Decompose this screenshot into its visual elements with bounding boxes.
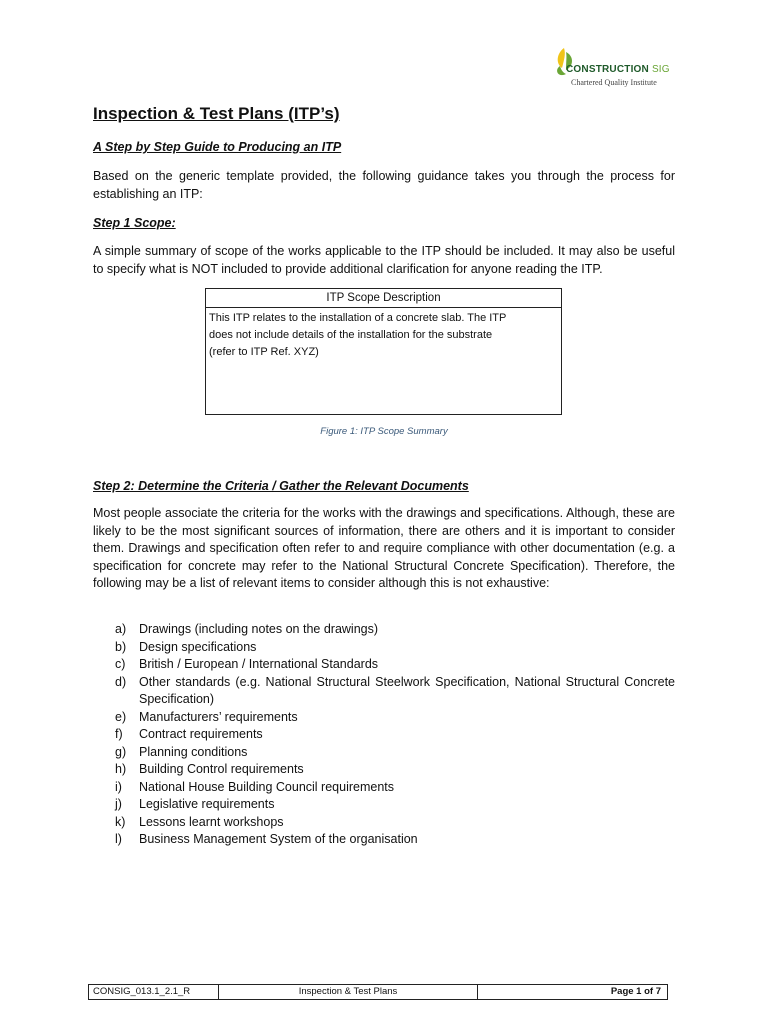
list-marker: b) xyxy=(115,639,127,654)
list-marker: h) xyxy=(115,762,127,776)
list-text: Business Management System of the organisation xyxy=(139,832,418,846)
scope-box-body xyxy=(206,308,561,363)
list-marker: f) xyxy=(115,727,123,741)
list-item xyxy=(115,796,675,814)
list-item xyxy=(115,744,675,762)
scope-body-line: (refer to ITP Ref. XYZ) xyxy=(209,346,319,358)
step1-heading: Step 1 Scope: xyxy=(93,216,176,230)
footer-doc-code: CONSIG_013.1_2.1_R xyxy=(89,985,219,999)
list-marker: a) xyxy=(115,622,127,636)
list-text: Contract requirements xyxy=(139,727,263,741)
list-text: Manufacturers’ requirements xyxy=(139,709,298,724)
step2-paragraph: Most people associate the criteria for the works with the drawings and specifications. Although, these are likely to be the most significant sources of information, there are others and it is important to consider them. Drawings and specification often refer to and require compliance with other documentation (e.g. a specification for concrete may refer to the National Structural Concrete Specification). Therefore, the following may be a list of relevant items to consider although this is not exhaustive: xyxy=(93,506,675,590)
list-item xyxy=(115,656,675,674)
list-text: Legislative requirements xyxy=(139,797,275,811)
step2-heading: Step 2: Determine the Criteria / Gather the Relevant Documents xyxy=(93,479,469,493)
list-text: Drawings (including notes on the drawings) xyxy=(139,622,379,636)
list-text: Building Control requirements xyxy=(139,762,304,776)
itp-scope-box xyxy=(205,288,562,415)
logo-subtitle: Chartered Quality Institute xyxy=(571,78,657,87)
page-subtitle: A Step by Step Guide to Producing an ITP xyxy=(93,140,342,154)
list-text: Lessons learnt workshops xyxy=(139,814,284,829)
list-item xyxy=(115,779,675,797)
list-item xyxy=(115,674,675,709)
page-footer xyxy=(88,984,668,1000)
list-text: British / European / International Standards xyxy=(139,657,379,671)
page-title: Inspection & Test Plans (ITP’s) xyxy=(93,104,340,123)
list-marker: k) xyxy=(115,814,126,829)
list-text: Planning conditions xyxy=(139,744,248,759)
document-list xyxy=(115,621,675,849)
logo-wordmark: CONSTRUCTION SIG xyxy=(566,64,670,75)
list-item xyxy=(115,621,675,639)
list-marker: d) xyxy=(115,674,127,689)
list-text: National House Building Council requirements xyxy=(139,779,394,794)
scope-box-header: ITP Scope Description xyxy=(206,289,561,308)
intro-paragraph: Based on the generic template provided, the following guidance takes you through the process for establishing an ITP: xyxy=(93,169,675,201)
list-item xyxy=(115,639,675,657)
list-marker: i) xyxy=(115,779,122,794)
step1-paragraph: A simple summary of scope of the works applicable to the ITP should be included. It may also be useful to specify what is NOT included to provide additional clarification for anyone reading the ITP. xyxy=(93,244,675,276)
list-text: Other standards (e.g. National Structural Steelwork Specification, National Structural Concrete Specification) xyxy=(139,674,675,706)
scope-body-line: does not include details of the installation for the substrate xyxy=(209,329,493,341)
list-text: Design specifications xyxy=(139,639,257,654)
footer-doc-title: Inspection & Test Plans xyxy=(219,985,478,999)
list-marker: c) xyxy=(115,657,126,671)
list-item xyxy=(115,814,675,832)
figure-caption: Figure 1: ITP Scope Summary xyxy=(320,426,448,437)
list-item xyxy=(115,726,675,744)
list-marker: j) xyxy=(115,797,122,811)
list-item xyxy=(115,831,675,849)
footer-page-number: Page 1 of 7 xyxy=(610,986,661,997)
list-item xyxy=(115,709,675,727)
list-item xyxy=(115,761,675,779)
scope-body-line: This ITP relates to the installation of a concrete slab. The ITP xyxy=(209,312,507,324)
list-marker: l) xyxy=(115,832,122,846)
list-marker: g) xyxy=(115,744,127,759)
list-marker: e) xyxy=(115,709,127,724)
